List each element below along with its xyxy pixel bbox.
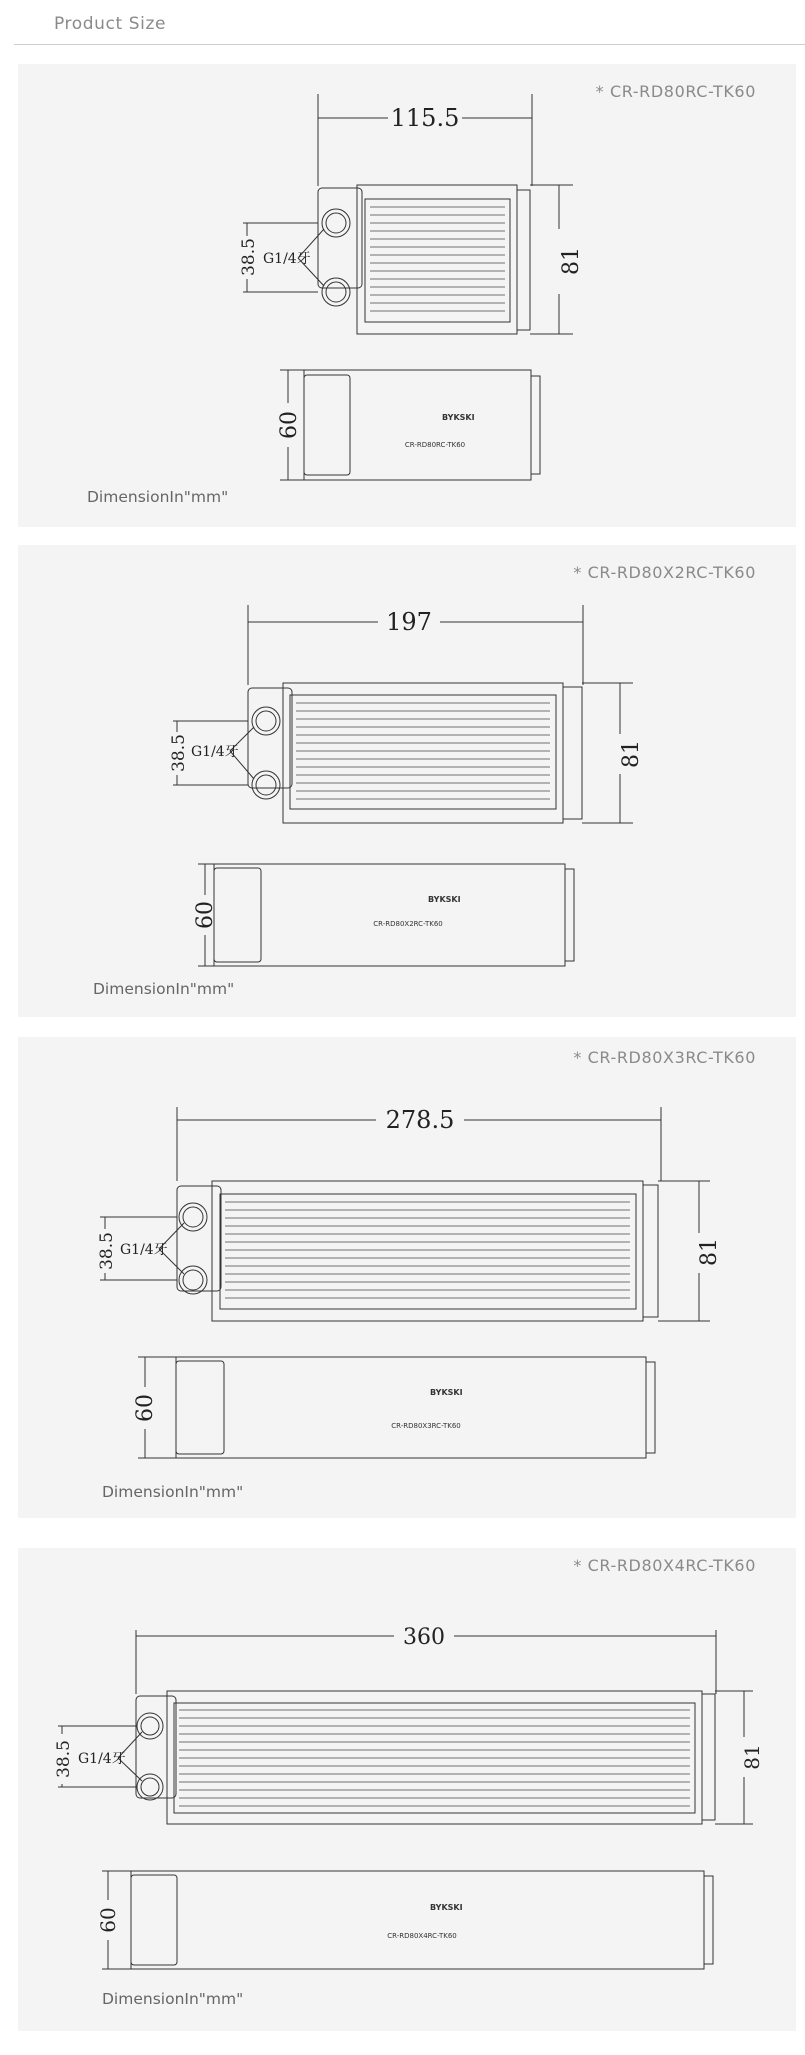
height-dimension: 60 (96, 1907, 120, 1933)
width-dimension: 81 (619, 740, 644, 768)
width-dimension: 81 (697, 1238, 722, 1266)
header-divider (14, 44, 805, 45)
dimension-unit-note: DimensionIn"mm" (102, 1483, 244, 1501)
page-header (0, 0, 805, 46)
brand-logo-text: BYKSKI (430, 1903, 463, 1912)
width-dimension: 81 (740, 1744, 764, 1770)
side-model-label: CR-RD80RC-TK60 (404, 441, 466, 449)
dimension-drawing (18, 1548, 796, 2031)
model-label: * CR-RD80RC-TK60 (595, 82, 756, 101)
brand-logo-text: BYKSKI (442, 413, 475, 422)
page-title: Product Size (54, 14, 167, 34)
length-dimension: 115.5 (390, 104, 460, 132)
brand-logo-text: BYKSKI (430, 1388, 463, 1397)
dimension-drawing (18, 64, 796, 527)
port-thread-label: G1/4牙 (78, 1751, 126, 1767)
side-model-label: CR-RD80X3RC-TK60 (391, 1422, 461, 1430)
panel-rd80x3 (18, 1037, 796, 1518)
port-spacing-dimension: 38.5 (54, 1740, 74, 1778)
side-model-label: CR-RD80X4RC-TK60 (387, 1932, 457, 1940)
port-spacing-dimension: 38.5 (239, 238, 259, 276)
port-spacing-dimension: 38.5 (169, 734, 189, 772)
port-spacing-dimension: 38.5 (97, 1232, 117, 1270)
port-thread-label: G1/4牙 (263, 251, 311, 267)
panel-rd80 (18, 64, 796, 527)
model-label: * CR-RD80X4RC-TK60 (573, 1556, 756, 1575)
port-thread-label: G1/4牙 (191, 744, 239, 760)
length-dimension: 197 (386, 608, 432, 636)
port-thread-label: G1/4牙 (120, 1242, 168, 1258)
dimension-unit-note: DimensionIn"mm" (87, 488, 229, 506)
dimension-drawing (18, 1037, 796, 1518)
dimension-unit-note: DimensionIn"mm" (102, 1990, 244, 2008)
brand-logo-text: BYKSKI (428, 895, 461, 904)
height-dimension: 60 (277, 411, 302, 439)
panel-rd80x2 (18, 545, 796, 1017)
length-dimension: 360 (403, 1625, 445, 1650)
model-label: * CR-RD80X2RC-TK60 (573, 563, 756, 582)
length-dimension: 278.5 (385, 1106, 455, 1134)
panel-rd80x4 (18, 1548, 796, 2031)
height-dimension: 60 (133, 1394, 158, 1422)
dimension-drawing (18, 545, 796, 1017)
model-label: * CR-RD80X3RC-TK60 (573, 1048, 756, 1067)
side-model-label: CR-RD80X2RC-TK60 (373, 920, 443, 928)
height-dimension: 60 (193, 901, 218, 929)
width-dimension: 81 (559, 247, 584, 275)
dimension-unit-note: DimensionIn"mm" (93, 980, 235, 998)
